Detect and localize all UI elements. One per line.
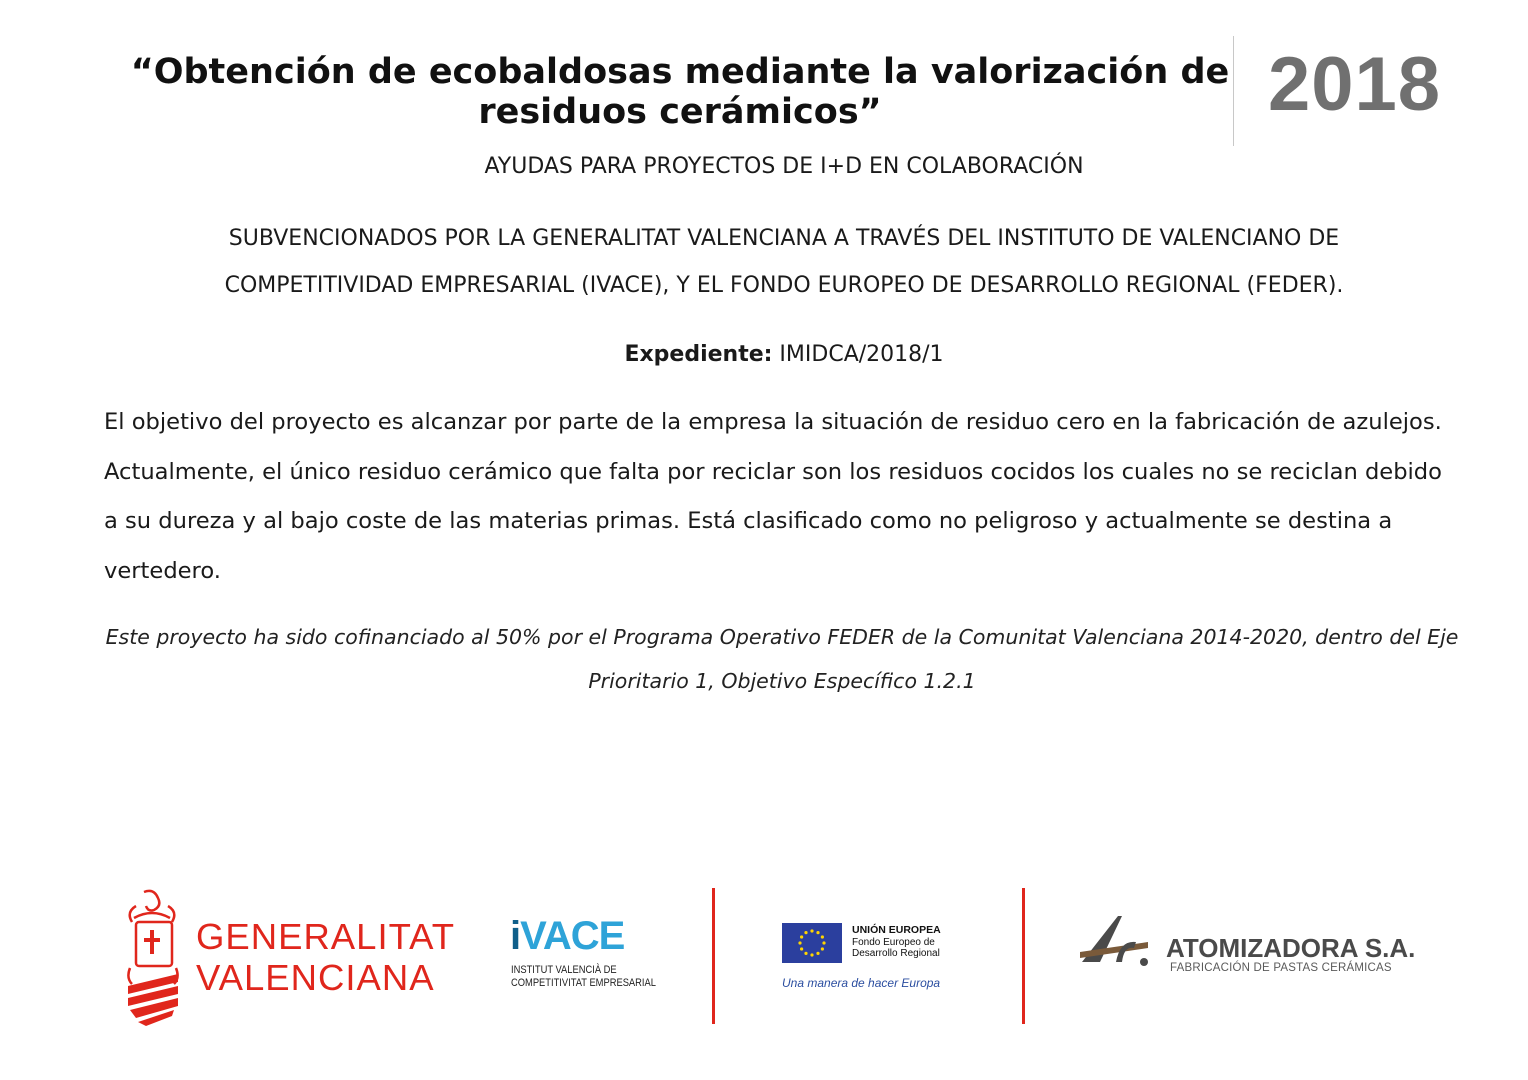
generalitat-valenciana-logo — [122, 888, 462, 1028]
project-description: El objetivo del proyecto es alcanzar por parte de la empresa la situación de residuo cero en la fabricación de azulejos. Actualmente, el único residuo cerámico que falta por reciclar son los residuos cocidos los cuales no se reciclan debido a su dureza y al bajo coste de las materias primas. Está clasificado como no peligroso y actualmente se destina a vertedero. — [104, 409, 1442, 584]
header-divider — [1233, 36, 1234, 146]
year-label: 2018 — [1268, 42, 1442, 127]
atomizadora-tagline: FABRICACIÓN DE PASTAS CERÁMICAS — [1170, 962, 1392, 974]
generalitat-wordmark — [196, 916, 455, 998]
ivace-i: i — [510, 914, 521, 958]
atomizadora-logo — [1078, 912, 1418, 982]
atomizadora-emblem-icon — [1078, 912, 1168, 976]
eu-star-icon — [810, 953, 813, 956]
eu-star-icon — [821, 935, 824, 938]
eu-star-icon — [822, 941, 825, 944]
document-title — [120, 52, 1240, 132]
atomizadora-name: ATOMIZADORA S.A. — [1166, 933, 1416, 963]
eu-star-icon — [804, 931, 807, 934]
logo-divider-2 — [1022, 888, 1025, 1024]
eu-star-icon — [798, 941, 801, 944]
generalitat-emblem-icon — [122, 888, 188, 1028]
eu-feder-logo — [780, 922, 1000, 1002]
eu-star-icon — [804, 952, 807, 955]
eu-title: UNIÓN EUROPEA — [852, 924, 941, 936]
ivace-subtitle-line-1: INSTITUT VALENCIÀ DE — [511, 964, 617, 976]
subtitle: AYUDAS PARA PROYECTOS DE I+D EN COLABORACIÓN — [484, 154, 1084, 179]
ivace-logo — [508, 912, 668, 1002]
ivace-wordmark — [510, 914, 624, 958]
subsidy-text: SUBVENCIONADOS POR LA GENERALITAT VALENCIANA A TRAVÉS DEL INSTITUTO DE VALENCIANO DE COMPETITIVIDAD EMPRESARIAL (IVACE), Y EL FONDO EUROPEO DE DESARROLLO REGIONAL (FEDER). — [224, 226, 1344, 298]
eu-star-icon — [816, 931, 819, 934]
title-line-2: residuos cerámicos” — [478, 92, 882, 132]
eu-star-icon — [810, 929, 813, 932]
eu-motto: Una manera de hacer Europa — [782, 976, 941, 990]
ivace-word-rest: VACE — [520, 914, 625, 958]
expediente-label: Expediente: — [624, 342, 773, 367]
ivace-subtitle-line-2: COMPETITIVITAT EMPRESARIAL — [511, 977, 656, 989]
cofinancing-note: Este proyecto ha sido cofinanciado al 50% por el Programa Operativo FEDER de la Comunitat Valenciana 2014-2020, dentro del Eje Prioritario 1, Objetivo Específico 1.2.1 — [105, 625, 1459, 693]
title-line-1: “Obtención de ecobaldosas mediante la valorización de — [130, 52, 1230, 92]
expediente-value: IMIDCA/2018/1 — [772, 342, 944, 367]
eu-star-icon — [821, 947, 824, 950]
eu-star-icon — [800, 935, 803, 938]
eu-subtitle: Fondo Europeo de Desarrollo Regional — [852, 937, 940, 959]
expediente — [380, 340, 1188, 370]
generalitat-line-1: GENERALITAT — [196, 916, 456, 957]
eu-star-icon — [800, 947, 803, 950]
generalitat-line-2: VALENCIANA — [196, 957, 435, 998]
eu-star-icon — [816, 952, 819, 955]
logo-divider-1 — [712, 888, 715, 1024]
eu-flag-icon — [782, 923, 842, 963]
ivace-subtitle — [511, 964, 656, 990]
